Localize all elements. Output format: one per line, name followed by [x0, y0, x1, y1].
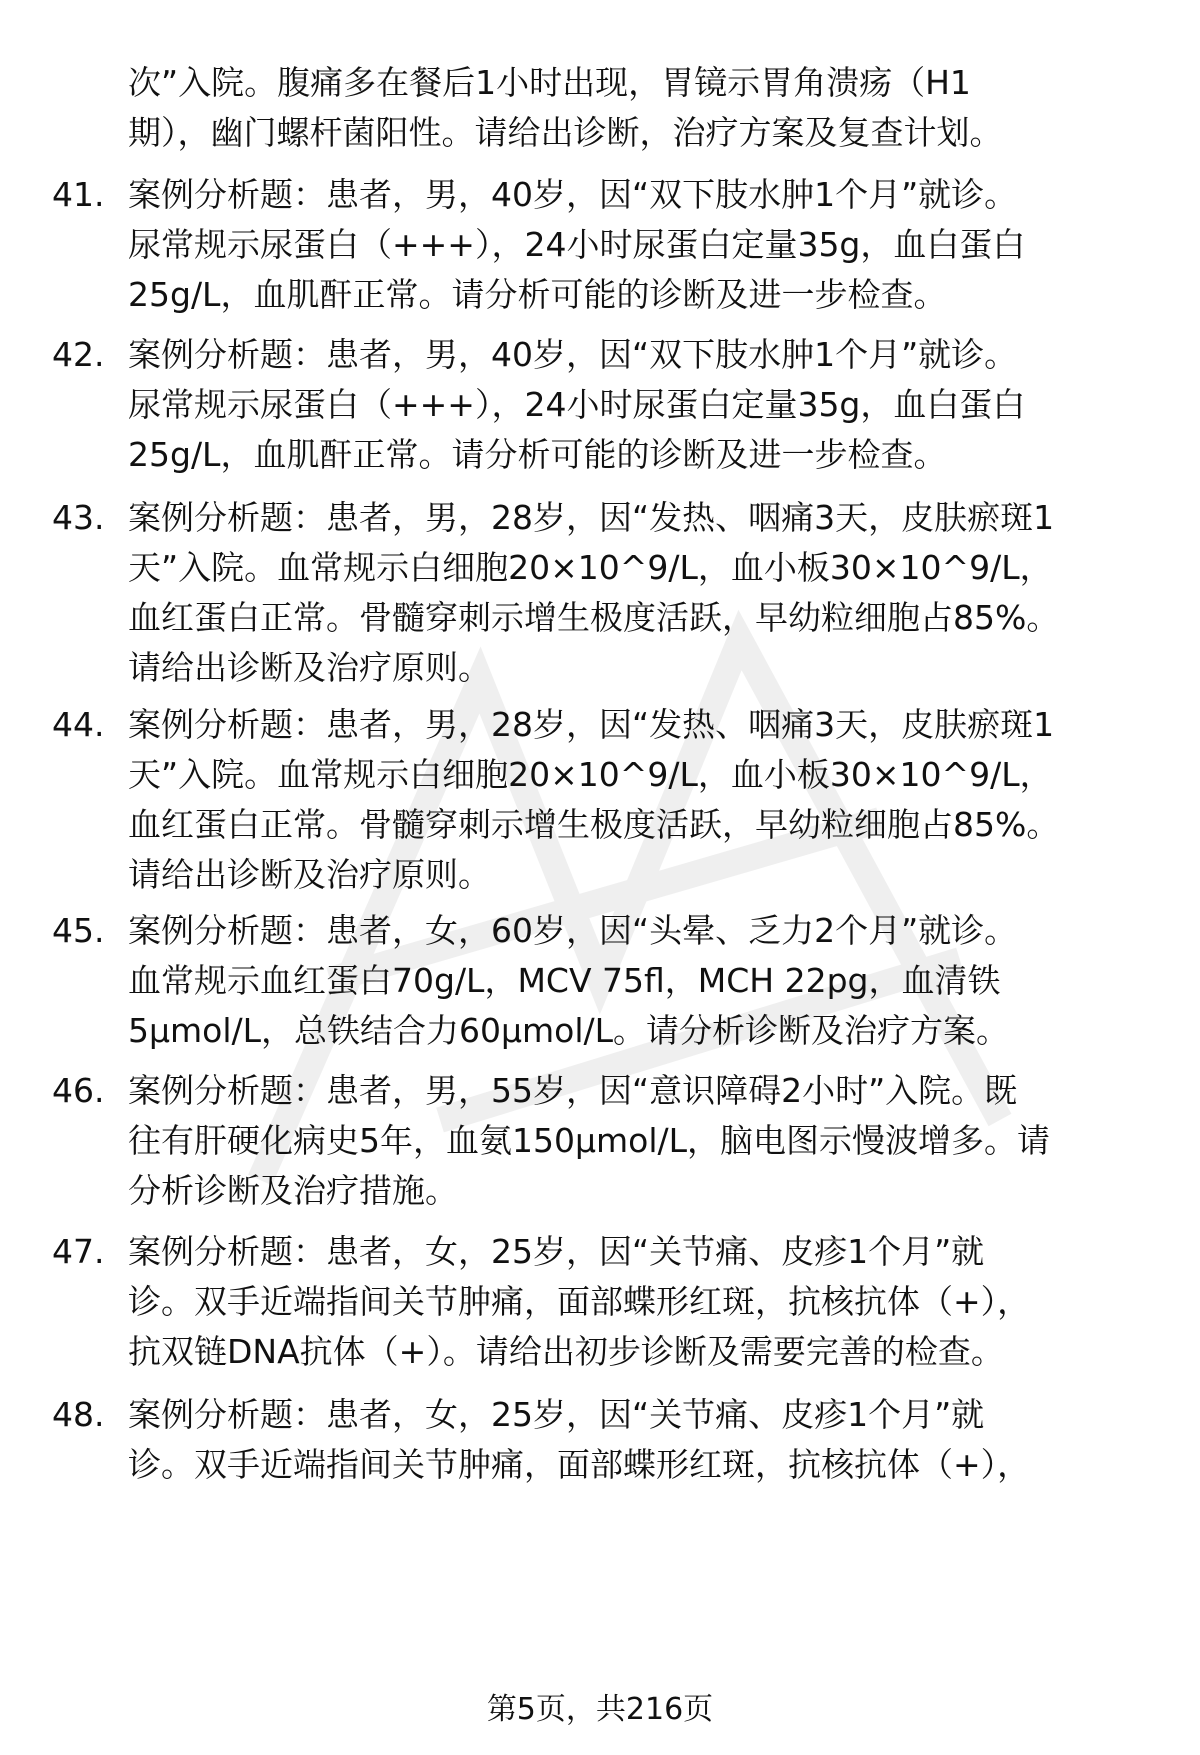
question-text: [128, 1390, 1148, 1490]
question-line: 血红蛋白正常。骨髓穿刺示增生极度活跃，早幼粒细胞占85%。: [128, 598, 1060, 637]
question-number: 47.: [52, 1232, 105, 1271]
question-line: 案例分析题：患者，女，25岁，因“关节痛、皮疹1个月”就: [128, 1232, 985, 1271]
question-line: 案例分析题：患者，男，40岁，因“双下肢水肿1个月”就诊。: [128, 175, 1018, 214]
question-text: [128, 493, 1148, 693]
question-line: 尿常规示尿蛋白（+++），24小时尿蛋白定量35g，血白蛋白: [128, 225, 1026, 264]
question-number: 45.: [52, 911, 105, 950]
question-line: 案例分析题：患者，男，40岁，因“双下肢水肿1个月”就诊。: [128, 335, 1018, 374]
question-line: 案例分析题：患者，女，25岁，因“关节痛、皮疹1个月”就: [128, 1395, 985, 1434]
continuation-line: 期），幽门螺杆菌阳性。请给出诊断，治疗方案及复查计划。: [128, 113, 1003, 152]
question-line: 5μmol/L，总铁结合力60μmol/L。请分析诊断及治疗方案。: [128, 1011, 1009, 1050]
question-line: 天”入院。血常规示白细胞20×10^9/L，血小板30×10^9/L，: [128, 548, 1053, 587]
question-text: [128, 1066, 1148, 1216]
question-line: 案例分析题：患者，男，28岁，因“发热、咽痛3天，皮肤瘀斑1: [128, 705, 1055, 744]
question-text: [128, 700, 1148, 900]
question-line: 抗双链DNA抗体（+）。请给出初步诊断及需要完善的检查。: [128, 1332, 1004, 1371]
question-line: 25g/L，血肌酐正常。请分析可能的诊断及进一步检查。: [128, 435, 947, 474]
question-line: 天”入院。血常规示白细胞20×10^9/L，血小板30×10^9/L，: [128, 755, 1053, 794]
question-line: 案例分析题：患者，女，60岁，因“头晕、乏力2个月”就诊。: [128, 911, 1018, 950]
question-number: 48.: [52, 1395, 105, 1434]
question-text: [128, 1227, 1148, 1377]
question-line: 请给出诊断及治疗原则。: [128, 855, 491, 894]
question-line: 血常规示血红蛋白70g/L，MCV 75fl，MCH 22pg，血清铁: [128, 961, 1001, 1000]
page-footer: [0, 1690, 1200, 1730]
continuation-text: [128, 58, 1148, 158]
question-text: [128, 170, 1148, 320]
question-number: 41.: [52, 175, 105, 214]
question-line: 请给出诊断及治疗原则。: [128, 648, 491, 687]
question-line: 案例分析题：患者，男，55岁，因“意识障碍2小时”入院。既: [128, 1071, 1018, 1110]
question-number: 43.: [52, 498, 105, 537]
question-line: 往有肝硬化病史5年，血氨150μmol/L，脑电图示慢波增多。请: [128, 1121, 1050, 1160]
question-number: 44.: [52, 705, 105, 744]
question-line: 案例分析题：患者，男，28岁，因“发热、咽痛3天，皮肤瘀斑1: [128, 498, 1055, 537]
question-line: 分析诊断及治疗措施。: [128, 1171, 458, 1210]
page-number: 第5页，共216页: [486, 1692, 714, 1727]
question-line: 血红蛋白正常。骨髓穿刺示增生极度活跃，早幼粒细胞占85%。: [128, 805, 1060, 844]
continuation-line: 次”入院。腹痛多在餐后1小时出现，胃镜示胃角溃疡（H1: [128, 63, 971, 102]
question-number: 46.: [52, 1071, 105, 1110]
question-number: 42.: [52, 335, 105, 374]
question-line: 尿常规示尿蛋白（+++），24小时尿蛋白定量35g，血白蛋白: [128, 385, 1026, 424]
question-text: [128, 330, 1148, 480]
question-line: 25g/L，血肌酐正常。请分析可能的诊断及进一步检查。: [128, 275, 947, 314]
question-text: [128, 906, 1148, 1056]
question-line: 诊。双手近端指间关节肿痛，面部蝶形红斑，抗核抗体（+），: [128, 1445, 1031, 1484]
question-line: 诊。双手近端指间关节肿痛，面部蝶形红斑，抗核抗体（+），: [128, 1282, 1031, 1321]
